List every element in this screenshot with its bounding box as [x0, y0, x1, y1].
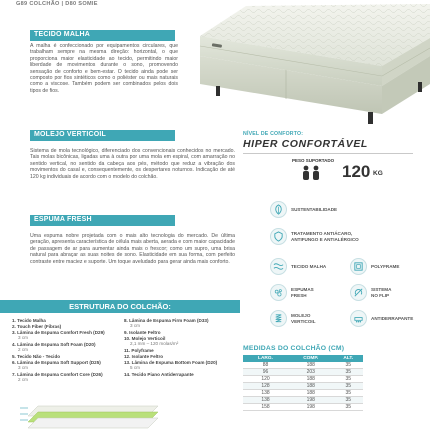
section-title-molejo-verticoil: MOLEJO VERTICOIL — [30, 130, 175, 141]
col-header-length: COMP. — [288, 355, 334, 362]
structure-title: ESTRUTURA DO COLCHÃO: — [0, 300, 240, 313]
anti-slip-icon — [350, 310, 367, 327]
feature-polyframe — [350, 258, 399, 275]
structure-layer: 13. Lâmina de Espuma Bottom Foam (D20) 5 cm — [124, 360, 218, 371]
feature-label: TRATAMENTO ANTIÁCARO, ANTIFUNGO E ANTIALÉRGICO — [291, 231, 359, 242]
structure-layer: 6. Lâmina de Espuma Soft Support (D25) 3 cm — [12, 360, 101, 371]
mattress-layers-illustration — [18, 402, 168, 430]
structure-layer: 2. Touch Fiber (Fibras) — [12, 324, 62, 329]
structure-layer: 11. Polyframe — [124, 348, 154, 353]
structure-layer: 8. Lâmina de Espuma Firm Foam (D33) 3 cm — [124, 318, 209, 329]
weight-value: 120 — [342, 162, 371, 181]
feature-icons — [240, 196, 430, 346]
feature-label: SISTEMA NO FLIP — [371, 287, 392, 298]
divider — [243, 153, 413, 154]
table-row: 158 198 35 — [243, 404, 363, 411]
no-flip-icon — [350, 284, 367, 301]
sustainability-icon — [270, 201, 287, 218]
mattress-photo — [186, 2, 430, 130]
feature-label: MOLEJO VERTICOIL — [291, 313, 316, 324]
measurements-table — [243, 355, 363, 411]
section-title-espuma-fresh: ESPUMA FRESH — [30, 215, 175, 226]
structure-layer: 7. Lâmina de Espuma Comfort Core (D26) 2 cm — [12, 372, 103, 383]
structure-layer: 5. Tecido Não - Tecido — [12, 354, 61, 359]
table-row: 138 188 35 — [243, 390, 363, 397]
feature-fresh-foam — [270, 284, 314, 301]
structure-layer: 14. Tecido Piano Antiderrapante — [124, 372, 194, 377]
col-header-width: LARG. — [243, 355, 288, 362]
feature-label: ESPUMAS FRESH — [291, 287, 314, 298]
feature-anti-slip — [350, 310, 413, 327]
weight-people-icon — [298, 165, 324, 181]
structure-layer: 12. Isolante Feltro — [124, 354, 164, 359]
knit-fabric-icon — [270, 258, 287, 275]
product-variants: G89 COLCHÃO | D80 SOMIE — [16, 1, 98, 7]
section-text-molejo-verticoil: Sistema de mola tecnológico, diferenciado dos convencionais conhecidos no mercado. Tais molas bicônicas, ligadas uma à outra por uma mola em espiral, com amarração no sentido vertical, no sentido da cabeça aos pés, método que reduz a vibração dos movimentos do casal e, consequentemente, os despertares noturnos. Indicação de até 120 kg individuais de acordo com o modelo do colchão. — [30, 148, 235, 180]
measurements-title: MEDIDAS DO COLCHÃO (CM) — [243, 345, 345, 352]
section-text-espuma-fresh: Uma espuma nobre projetada com o mais alto tecnologia do mercado. De última geração, apresenta característica de célula mais aberta, aerada e com maior capacidade de passagem de ar para aumentar ainda mais o frescor; como um supro, uma brisa natural para abraçar as suas noites de sono. Elasticidade em sua forma, com perfeito contraste entre maciez e suporte. Um toque aveludado para gerar ainda mais conforto. — [30, 233, 235, 265]
feature-knit-fabric — [270, 258, 326, 275]
feature-verticoil — [270, 310, 316, 327]
section-text-tecido-malha: A malha é confeccionado por equipamentos circulares, que trabalham sempre na mesma direção: horizontal, o que proporciona maior elasticidade ao tecido, permitindo maior liberdade de movimentos durante o sono, promovendo sensação de conforto e bem-estar. O tecido ainda pode ser composto por fios sintéticos como o poliéster ou mais naturais como a viscose. Também podem ser combinados pelos dois tipos de fios. — [30, 43, 178, 94]
section-title-tecido-malha: TECIDO MALHA — [30, 30, 175, 41]
table-row: 96 203 35 — [243, 369, 363, 376]
comfort-level-value: HIPER CONFORTÁVEL — [243, 138, 368, 150]
feature-no-flip — [350, 284, 391, 301]
table-row: 88 188 35 — [243, 362, 363, 369]
weight-unit: KG — [373, 170, 383, 177]
weight-supported — [290, 156, 402, 186]
feature-antimite — [270, 228, 390, 245]
table-row: 120 188 35 — [243, 376, 363, 383]
feature-sustainability — [270, 201, 337, 218]
weight-caption: PESO SUPORTADO — [292, 158, 335, 163]
col-header-height: ALT. — [334, 355, 363, 362]
feature-label: ANTIDERRAPANTE — [371, 315, 414, 321]
verticoil-spring-icon — [270, 310, 287, 327]
structure-layer: 3. Lâmina de Espuma Comfort Fresh (D29) 3 cm — [12, 330, 105, 341]
structure-layer: 1. Tecido Malha — [12, 318, 46, 323]
structure-layer: 9. Isolante Feltro — [124, 330, 161, 335]
fresh-foam-icon — [270, 284, 287, 301]
polyframe-icon — [350, 258, 367, 275]
feature-label: TECIDO MALHA — [291, 263, 327, 269]
table-row: 128 188 35 — [243, 383, 363, 390]
structure-layer: 10. Molejo Verticoil 2,1 mm – 120 molas/m² — [124, 336, 179, 347]
comfort-level-label: NÍVEL DE CONFORTO: — [243, 131, 304, 137]
feature-label: POLYFRAME — [371, 263, 400, 269]
antimite-treatment-icon — [270, 228, 287, 245]
feature-label: SUSTENTABILIDADE — [291, 206, 338, 212]
structure-layer: 4. Lâmina de Espuma Soft Foam (D20) 2 cm — [12, 342, 96, 353]
table-row: 138 198 35 — [243, 397, 363, 404]
